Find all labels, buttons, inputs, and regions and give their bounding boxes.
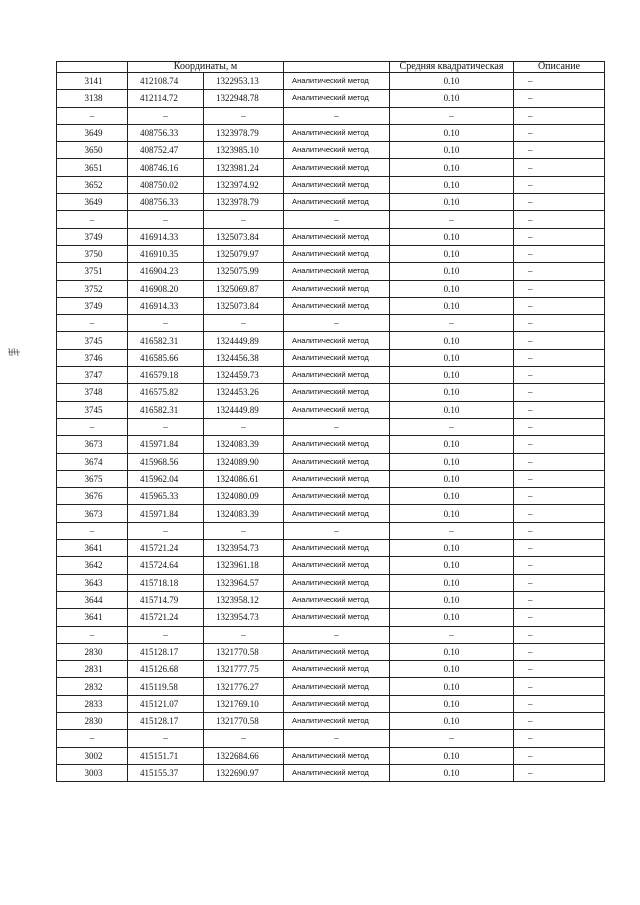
cell-coord-x: 416914.33 — [128, 228, 204, 245]
cell-accuracy: 0.10 — [390, 591, 514, 608]
cell-accuracy: 0.10 — [390, 574, 514, 591]
cell-description: – — [514, 332, 605, 349]
cell-description: – — [514, 609, 605, 626]
cell-accuracy: 0.10 — [390, 661, 514, 678]
cell-description: – — [514, 73, 605, 90]
cell-accuracy: 0.10 — [390, 764, 514, 781]
cell-point-number: 3745 — [57, 401, 128, 418]
cell-point-number: 3641 — [57, 540, 128, 557]
cell-point-number: 3651 — [57, 159, 128, 176]
cell-coord-x: 415119.58 — [128, 678, 204, 695]
cell-coord-y: 1324080.09 — [204, 488, 284, 505]
cell-coord-y: 1322948.78 — [204, 90, 284, 107]
table-row — [57, 280, 605, 297]
cell-description: – — [514, 401, 605, 418]
cell-description: – — [514, 211, 605, 228]
cell-accuracy: – — [390, 107, 514, 124]
cell-coord-y: 1322953.13 — [204, 73, 284, 90]
cell-point-number: 3748 — [57, 384, 128, 401]
table-row — [57, 678, 605, 695]
cell-accuracy: 0.10 — [390, 678, 514, 695]
cell-coord-x: 408750.02 — [128, 176, 204, 193]
cell-accuracy: 0.10 — [390, 609, 514, 626]
cell-method: Аналитический метод — [284, 591, 390, 608]
cell-point-number: 3649 — [57, 194, 128, 211]
cell-method: Аналитический метод — [284, 194, 390, 211]
cell-accuracy: 0.10 — [390, 159, 514, 176]
cell-point-number: – — [57, 107, 128, 124]
cell-method: Аналитический метод — [284, 332, 390, 349]
cell-method: Аналитический метод — [284, 436, 390, 453]
table-row — [57, 73, 605, 90]
cell-accuracy: 0.10 — [390, 747, 514, 764]
cell-coord-x: 416904.23 — [128, 263, 204, 280]
table-row — [57, 488, 605, 505]
cell-accuracy: 0.10 — [390, 695, 514, 712]
cell-method: Аналитический метод — [284, 540, 390, 557]
table-row — [57, 297, 605, 314]
table-row — [57, 418, 605, 435]
cell-coord-x: 416575.82 — [128, 384, 204, 401]
cell-coord-y: 1323978.79 — [204, 194, 284, 211]
margin-mark-icon — [7, 347, 21, 357]
table-row — [57, 574, 605, 591]
cell-coord-y: 1321776.27 — [204, 678, 284, 695]
cell-method: – — [284, 730, 390, 747]
cell-description: – — [514, 245, 605, 262]
table-row — [57, 142, 605, 159]
cell-coord-y: 1325079.97 — [204, 245, 284, 262]
cell-method: – — [284, 522, 390, 539]
table-row — [57, 453, 605, 470]
cell-description: – — [514, 540, 605, 557]
cell-description: – — [514, 142, 605, 159]
cell-point-number: 3138 — [57, 90, 128, 107]
cell-coord-x: 415724.64 — [128, 557, 204, 574]
cell-coord-x: 416914.33 — [128, 297, 204, 314]
cell-method: Аналитический метод — [284, 73, 390, 90]
cell-description: – — [514, 228, 605, 245]
cell-description: – — [514, 747, 605, 764]
cell-coord-x: 415718.18 — [128, 574, 204, 591]
cell-description: – — [514, 107, 605, 124]
cell-description: – — [514, 384, 605, 401]
table-row — [57, 540, 605, 557]
cell-point-number: 3676 — [57, 488, 128, 505]
cell-method: Аналитический метод — [284, 401, 390, 418]
cell-method: Аналитический метод — [284, 661, 390, 678]
cell-method: Аналитический метод — [284, 643, 390, 660]
table-row — [57, 747, 605, 764]
cell-coord-y: 1325075.99 — [204, 263, 284, 280]
cell-point-number: 3649 — [57, 124, 128, 141]
cell-coord-x: – — [128, 522, 204, 539]
cell-coord-x: 415151.71 — [128, 747, 204, 764]
table-row — [57, 159, 605, 176]
cell-coord-y: – — [204, 107, 284, 124]
cell-coord-y: 1321769.10 — [204, 695, 284, 712]
cell-coord-y: 1321777.75 — [204, 661, 284, 678]
cell-accuracy: – — [390, 522, 514, 539]
cell-description: – — [514, 505, 605, 522]
cell-method: Аналитический метод — [284, 384, 390, 401]
cell-coord-x: 415968.56 — [128, 453, 204, 470]
cell-description: – — [514, 194, 605, 211]
cell-coord-x: – — [128, 626, 204, 643]
cell-point-number: 3750 — [57, 245, 128, 262]
cell-method: Аналитический метод — [284, 505, 390, 522]
table-row — [57, 349, 605, 366]
cell-coord-x: 415714.79 — [128, 591, 204, 608]
cell-method: Аналитический метод — [284, 297, 390, 314]
cell-coord-y: – — [204, 418, 284, 435]
cell-coord-x: 415121.07 — [128, 695, 204, 712]
cell-point-number: 3642 — [57, 557, 128, 574]
cell-point-number: – — [57, 211, 128, 228]
cell-coord-y: 1325073.84 — [204, 228, 284, 245]
table-row — [57, 211, 605, 228]
cell-coord-x: 408756.33 — [128, 124, 204, 141]
cell-coord-x: 415721.24 — [128, 540, 204, 557]
header-coordinates: Координаты, м — [128, 62, 284, 73]
cell-point-number: 3752 — [57, 280, 128, 297]
cell-accuracy: 0.10 — [390, 401, 514, 418]
table-header — [57, 62, 605, 73]
table-row — [57, 384, 605, 401]
cell-coord-x: 415128.17 — [128, 712, 204, 729]
cell-method: Аналитический метод — [284, 142, 390, 159]
cell-point-number: 3673 — [57, 436, 128, 453]
cell-coord-x: – — [128, 211, 204, 228]
cell-accuracy: – — [390, 315, 514, 332]
cell-description: – — [514, 557, 605, 574]
cell-accuracy: 0.10 — [390, 90, 514, 107]
cell-point-number: 3749 — [57, 228, 128, 245]
table-row — [57, 107, 605, 124]
cell-coord-y: 1323974.92 — [204, 176, 284, 193]
cell-coord-y: 1321770.58 — [204, 712, 284, 729]
cell-description: – — [514, 574, 605, 591]
table-row — [57, 712, 605, 729]
cell-accuracy: 0.10 — [390, 194, 514, 211]
cell-method: Аналитический метод — [284, 470, 390, 487]
cell-method: Аналитический метод — [284, 678, 390, 695]
cell-coord-x: – — [128, 730, 204, 747]
cell-coord-y: 1323954.73 — [204, 609, 284, 626]
cell-accuracy: 0.10 — [390, 245, 514, 262]
cell-accuracy: 0.10 — [390, 643, 514, 660]
cell-point-number: 2833 — [57, 695, 128, 712]
table-row — [57, 557, 605, 574]
cell-point-number: 2831 — [57, 661, 128, 678]
cell-accuracy: 0.10 — [390, 436, 514, 453]
cell-description: – — [514, 643, 605, 660]
cell-coord-y: 1321770.58 — [204, 643, 284, 660]
cell-coord-y: 1324083.39 — [204, 436, 284, 453]
cell-point-number: 2830 — [57, 712, 128, 729]
cell-coord-x: 415971.84 — [128, 505, 204, 522]
cell-accuracy: 0.10 — [390, 488, 514, 505]
cell-coord-x: 415971.84 — [128, 436, 204, 453]
cell-accuracy: 0.10 — [390, 453, 514, 470]
cell-method: – — [284, 107, 390, 124]
cell-method: – — [284, 211, 390, 228]
cell-point-number: 3745 — [57, 332, 128, 349]
cell-accuracy: 0.10 — [390, 384, 514, 401]
cell-coord-y: 1324449.89 — [204, 401, 284, 418]
table-row — [57, 730, 605, 747]
cell-point-number: 3747 — [57, 367, 128, 384]
cell-coord-y: 1323958.12 — [204, 591, 284, 608]
cell-description: – — [514, 522, 605, 539]
cell-method: Аналитический метод — [284, 263, 390, 280]
cell-coord-y: 1324089.90 — [204, 453, 284, 470]
cell-point-number: 3746 — [57, 349, 128, 366]
cell-accuracy: 0.10 — [390, 349, 514, 366]
cell-coord-y: – — [204, 211, 284, 228]
cell-coord-y: 1324453.26 — [204, 384, 284, 401]
cell-method: Аналитический метод — [284, 488, 390, 505]
header-description: Описание — [514, 62, 605, 73]
cell-coord-x: 416582.31 — [128, 332, 204, 349]
cell-description: – — [514, 730, 605, 747]
cell-description: – — [514, 90, 605, 107]
cell-point-number: 3650 — [57, 142, 128, 159]
cell-coord-y: 1323964.57 — [204, 574, 284, 591]
cell-method: – — [284, 315, 390, 332]
cell-coord-y: – — [204, 730, 284, 747]
cell-coord-y: 1324083.39 — [204, 505, 284, 522]
cell-point-number: 3674 — [57, 453, 128, 470]
cell-coord-y: – — [204, 626, 284, 643]
table-row — [57, 764, 605, 781]
table-row — [57, 245, 605, 262]
cell-description: – — [514, 263, 605, 280]
cell-accuracy: – — [390, 211, 514, 228]
cell-coord-x: 412114.72 — [128, 90, 204, 107]
cell-accuracy: 0.10 — [390, 124, 514, 141]
cell-method: Аналитический метод — [284, 124, 390, 141]
cell-accuracy: – — [390, 730, 514, 747]
cell-method: – — [284, 418, 390, 435]
cell-coord-x: 416910.35 — [128, 245, 204, 262]
cell-point-number: 3652 — [57, 176, 128, 193]
cell-description: – — [514, 176, 605, 193]
table-row — [57, 609, 605, 626]
cell-point-number: – — [57, 418, 128, 435]
cell-accuracy: 0.10 — [390, 228, 514, 245]
table-row — [57, 643, 605, 660]
cell-method: Аналитический метод — [284, 367, 390, 384]
cell-description: – — [514, 661, 605, 678]
table-row — [57, 367, 605, 384]
cell-coord-y: 1325069.87 — [204, 280, 284, 297]
cell-accuracy: 0.10 — [390, 142, 514, 159]
cell-point-number: 3673 — [57, 505, 128, 522]
cell-coord-y: 1325073.84 — [204, 297, 284, 314]
cell-accuracy: 0.10 — [390, 470, 514, 487]
cell-description: – — [514, 418, 605, 435]
cell-coord-y: 1322684.66 — [204, 747, 284, 764]
cell-coord-x: 408756.33 — [128, 194, 204, 211]
cell-method: Аналитический метод — [284, 453, 390, 470]
cell-description: – — [514, 488, 605, 505]
cell-method: Аналитический метод — [284, 159, 390, 176]
cell-coord-y: 1324456.38 — [204, 349, 284, 366]
cell-method: Аналитический метод — [284, 609, 390, 626]
cell-coord-x: 415126.68 — [128, 661, 204, 678]
table-row — [57, 315, 605, 332]
cell-accuracy: 0.10 — [390, 280, 514, 297]
cell-coord-y: 1324086.61 — [204, 470, 284, 487]
table-row — [57, 505, 605, 522]
cell-point-number: 3003 — [57, 764, 128, 781]
cell-method: Аналитический метод — [284, 747, 390, 764]
cell-description: – — [514, 280, 605, 297]
cell-coord-x: 415128.17 — [128, 643, 204, 660]
table-row — [57, 176, 605, 193]
cell-method: Аналитический метод — [284, 228, 390, 245]
cell-point-number: – — [57, 730, 128, 747]
table-row — [57, 90, 605, 107]
cell-coord-y: 1322690.97 — [204, 764, 284, 781]
cell-coord-y: 1323978.79 — [204, 124, 284, 141]
cell-accuracy: 0.10 — [390, 73, 514, 90]
cell-accuracy: 0.10 — [390, 176, 514, 193]
cell-accuracy: – — [390, 418, 514, 435]
cell-coord-y: 1323961.18 — [204, 557, 284, 574]
header-num — [57, 62, 128, 73]
cell-point-number: – — [57, 315, 128, 332]
cell-coord-x: 408746.16 — [128, 159, 204, 176]
cell-description: – — [514, 436, 605, 453]
cell-description: – — [514, 470, 605, 487]
cell-point-number: 3644 — [57, 591, 128, 608]
coordinates-table — [56, 61, 605, 782]
cell-point-number: 3749 — [57, 297, 128, 314]
table-row — [57, 695, 605, 712]
cell-description: – — [514, 712, 605, 729]
cell-coord-x: – — [128, 107, 204, 124]
cell-coord-y: 1324449.89 — [204, 332, 284, 349]
cell-coord-x: 415721.24 — [128, 609, 204, 626]
cell-coord-y: 1323954.73 — [204, 540, 284, 557]
cell-method: Аналитический метод — [284, 90, 390, 107]
cell-coord-y: 1324459.73 — [204, 367, 284, 384]
cell-coord-x: 416908.20 — [128, 280, 204, 297]
cell-accuracy: 0.10 — [390, 263, 514, 280]
table-row — [57, 401, 605, 418]
cell-method: Аналитический метод — [284, 349, 390, 366]
cell-coord-x: 416582.31 — [128, 401, 204, 418]
cell-accuracy: 0.10 — [390, 297, 514, 314]
header-method — [284, 62, 390, 73]
cell-coord-x: 416585.66 — [128, 349, 204, 366]
cell-description: – — [514, 159, 605, 176]
cell-coord-x: 408752.47 — [128, 142, 204, 159]
cell-accuracy: 0.10 — [390, 505, 514, 522]
table-row — [57, 436, 605, 453]
table-row — [57, 522, 605, 539]
cell-coord-x: 415962.04 — [128, 470, 204, 487]
cell-coord-y: 1323981.24 — [204, 159, 284, 176]
table-row — [57, 124, 605, 141]
cell-coord-y: 1323985.10 — [204, 142, 284, 159]
cell-description: – — [514, 678, 605, 695]
table-row — [57, 591, 605, 608]
table-row — [57, 470, 605, 487]
cell-accuracy: 0.10 — [390, 540, 514, 557]
cell-method: Аналитический метод — [284, 280, 390, 297]
cell-coord-x: – — [128, 418, 204, 435]
cell-accuracy: 0.10 — [390, 367, 514, 384]
cell-point-number: 3141 — [57, 73, 128, 90]
cell-method: Аналитический метод — [284, 712, 390, 729]
cell-coord-x: – — [128, 315, 204, 332]
cell-point-number: 2832 — [57, 678, 128, 695]
cell-accuracy: 0.10 — [390, 557, 514, 574]
table-row — [57, 626, 605, 643]
cell-method: Аналитический метод — [284, 176, 390, 193]
cell-point-number: 3641 — [57, 609, 128, 626]
cell-description: – — [514, 124, 605, 141]
cell-point-number: 2830 — [57, 643, 128, 660]
cell-description: – — [514, 764, 605, 781]
cell-accuracy: 0.10 — [390, 332, 514, 349]
cell-description: – — [514, 626, 605, 643]
cell-description: – — [514, 591, 605, 608]
cell-description: – — [514, 695, 605, 712]
cell-point-number: – — [57, 522, 128, 539]
cell-description: – — [514, 297, 605, 314]
cell-method: Аналитический метод — [284, 574, 390, 591]
table-row — [57, 263, 605, 280]
cell-coord-x: 415965.33 — [128, 488, 204, 505]
cell-description: – — [514, 453, 605, 470]
cell-coord-x: 416579.18 — [128, 367, 204, 384]
cell-method: Аналитический метод — [284, 245, 390, 262]
cell-method: Аналитический метод — [284, 764, 390, 781]
cell-description: – — [514, 349, 605, 366]
cell-coord-x: 415155.37 — [128, 764, 204, 781]
cell-coord-y: – — [204, 315, 284, 332]
cell-point-number: 3002 — [57, 747, 128, 764]
table-row — [57, 332, 605, 349]
cell-description: – — [514, 367, 605, 384]
cell-method: Аналитический метод — [284, 695, 390, 712]
cell-description: – — [514, 315, 605, 332]
header-accuracy: Средняя квадратическая — [390, 62, 514, 73]
cell-point-number: 3751 — [57, 263, 128, 280]
cell-method: – — [284, 626, 390, 643]
table-row — [57, 194, 605, 211]
cell-accuracy: – — [390, 626, 514, 643]
cell-accuracy: 0.10 — [390, 712, 514, 729]
table-row — [57, 661, 605, 678]
cell-method: Аналитический метод — [284, 557, 390, 574]
table-row — [57, 228, 605, 245]
cell-point-number: 3675 — [57, 470, 128, 487]
cell-point-number: 3643 — [57, 574, 128, 591]
cell-coord-x: 412108.74 — [128, 73, 204, 90]
cell-point-number: – — [57, 626, 128, 643]
cell-coord-y: – — [204, 522, 284, 539]
